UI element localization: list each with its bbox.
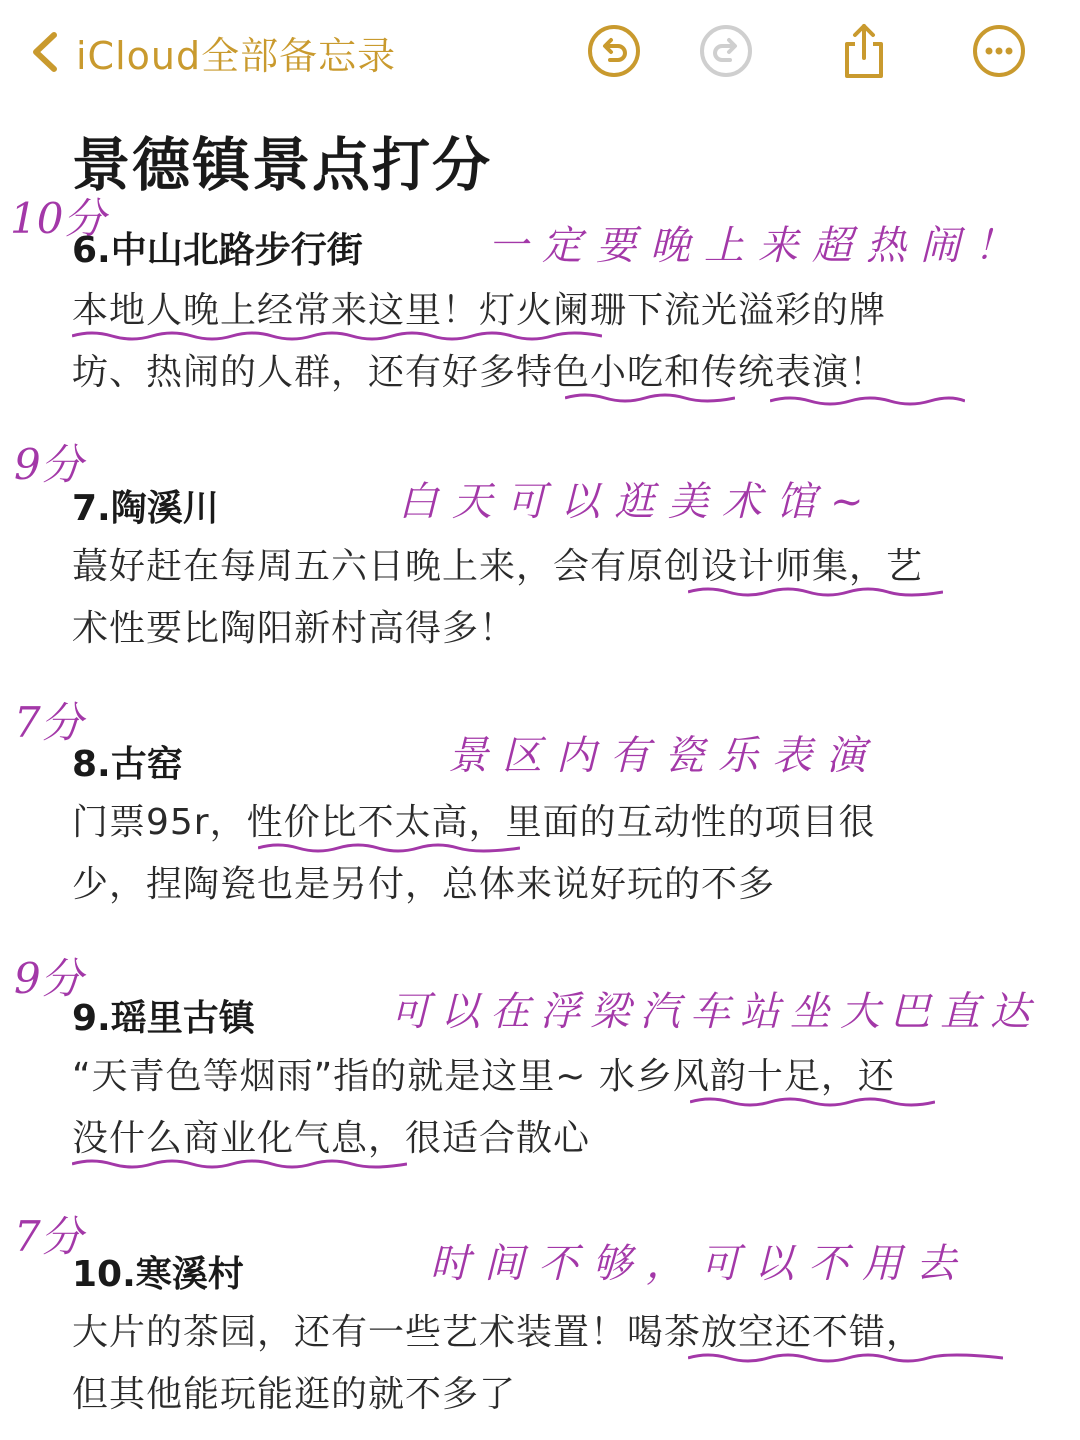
handwritten-underline: [688, 1352, 1003, 1364]
score-annotation: 7分: [14, 1212, 83, 1261]
score-annotation: 10分: [10, 194, 106, 243]
undo-button[interactable]: [585, 22, 643, 80]
body-line: “天青色等烟雨”指的就是这里~ 水乡风韵十足，还: [72, 1056, 895, 1097]
entry-heading: 8.古窑: [72, 744, 183, 785]
entry-body: [72, 792, 1032, 916]
back-button[interactable]: [28, 22, 396, 82]
redo-icon: [697, 22, 755, 80]
more-icon: [970, 22, 1028, 80]
share-icon: [835, 22, 893, 80]
handwritten-underline: [72, 330, 602, 342]
chevron-left-icon: [28, 29, 62, 75]
undo-icon: [585, 22, 643, 80]
body-line: 大片的茶园，还有一些艺术装置！喝茶放空还不错，: [72, 1312, 924, 1353]
entry-body: [72, 536, 1032, 660]
score-annotation: 7分: [14, 698, 83, 747]
handwritten-underline: [770, 395, 965, 407]
entry-body: [72, 280, 1032, 404]
handwritten-note: 时间不够，可以不用去: [430, 1241, 970, 1287]
entry-body: [72, 1046, 1032, 1170]
entry-heading: 10.寒溪村: [72, 1254, 244, 1295]
navigation-bar: [0, 0, 1080, 110]
more-button[interactable]: [970, 22, 1028, 80]
handwritten-note: 景区内有瓷乐表演: [448, 733, 880, 779]
entry-heading: 6.中山北路步行街: [72, 230, 363, 271]
body-line: 术性要比陶阳新村高得多！: [72, 608, 517, 649]
score-annotation: 9分: [14, 954, 83, 1003]
handwritten-underline: [688, 586, 943, 598]
entry-heading: 9.瑶里古镇: [72, 998, 255, 1039]
entry-heading: 7.陶溪川: [72, 488, 219, 529]
handwritten-underline: [258, 842, 520, 854]
handwritten-underline: [690, 1096, 935, 1108]
back-label: iCloud全部备忘录: [76, 33, 397, 78]
body-line: 本地人晚上经常来这里！灯火阑珊下流光溢彩的牌: [72, 290, 887, 331]
body-line: 没什么商业化气息，很适合散心: [72, 1118, 591, 1159]
handwritten-underline: [565, 392, 735, 404]
body-line: 坊、热闹的人群，还有好多特色小吃和传统表演！: [72, 352, 887, 393]
share-button[interactable]: [835, 22, 893, 80]
redo-button[interactable]: [697, 22, 755, 80]
body-line: 少，捏陶瓷也是另付，总体来说好玩的不多: [72, 864, 776, 905]
score-annotation: 9分: [14, 440, 83, 489]
body-line: 门票95r，性价比不太高，里面的互动性的项目很: [72, 802, 876, 843]
handwritten-note: 白天可以逛美术馆~: [398, 479, 878, 525]
body-line: 但其他能玩能逛的就不多了: [72, 1374, 517, 1415]
note-title: 景德镇景点打分: [72, 131, 493, 199]
handwritten-note: 一定要晚上来超热闹！: [488, 223, 1028, 269]
entry-body: [72, 1302, 1032, 1426]
handwritten-note: 可以在浮梁汽车站坐大巴直达: [390, 989, 1040, 1035]
handwritten-underline: [72, 1158, 407, 1170]
body-line: 蕞好赶在每周五六日晚上来，会有原创设计师集，艺: [72, 546, 924, 587]
